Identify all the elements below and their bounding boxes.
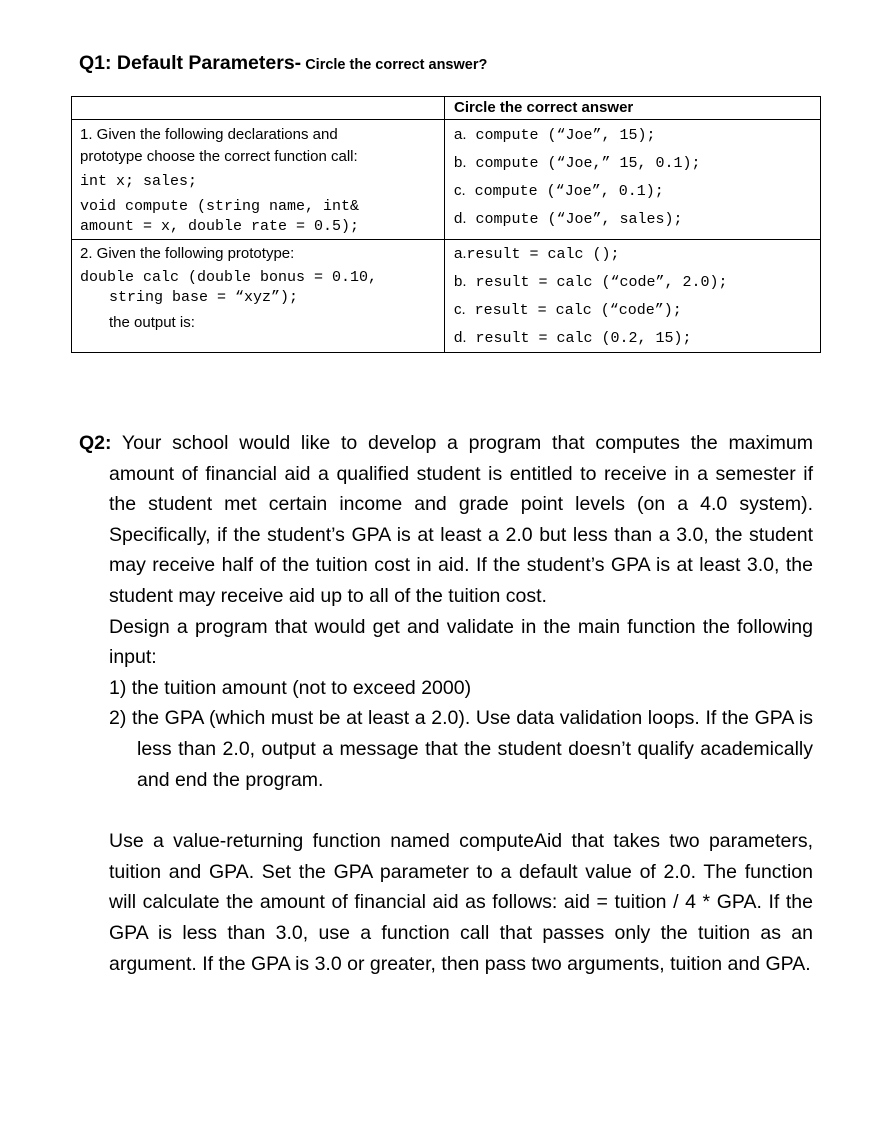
question-2-output-line: the output is: <box>109 314 195 331</box>
paragraph-gap <box>79 795 813 826</box>
option-letter: a. <box>454 126 467 143</box>
option-d[interactable] <box>454 324 816 352</box>
option-letter: a. <box>454 245 467 262</box>
option-a[interactable] <box>454 121 816 149</box>
question-1-cell <box>72 120 445 240</box>
option-code: compute (“Joe”, 15); <box>466 127 656 144</box>
option-code: compute (“Joe”, 0.1); <box>465 183 664 200</box>
question-1-options-cell <box>445 120 821 240</box>
option-letter: b. <box>454 273 467 290</box>
option-code: compute (“Joe,” 15, 0.1); <box>466 155 701 172</box>
q1-table <box>71 96 821 353</box>
question-2-code-line1: double calc (double bonus = 0.10, <box>80 269 378 286</box>
question-2-options-cell <box>445 240 821 353</box>
option-code: result = calc (“code”); <box>465 302 682 319</box>
option-c[interactable] <box>454 296 816 324</box>
option-letter: d. <box>454 329 467 346</box>
q2-design-paragraph: Design a program that would get and validate in the main function the following input: <box>109 615 813 669</box>
question-2-prompt-line1: 2. Given the following prototype: <box>80 245 295 262</box>
question-1-code-line2: void compute (string name, int& <box>80 198 360 215</box>
option-d[interactable] <box>454 205 816 233</box>
table-header-row <box>72 97 821 120</box>
option-code: result = calc (“code”, 2.0); <box>466 274 728 291</box>
q2-label: Q2: <box>79 432 112 454</box>
q2-item-2: 2) the GPA (which must be at least a 2.0). Use data validation loops. If the GPA is less than 2.0, output a message that the student doesn’t qualify academically and end the program. <box>109 707 813 791</box>
option-letter: c. <box>454 301 466 318</box>
table-row <box>72 240 821 353</box>
table-row <box>72 120 821 240</box>
question-1-prompt-line2: prototype choose the correct function call: <box>80 148 358 165</box>
question-2-code-line2: string base = “xyz”); <box>109 289 299 306</box>
q1-heading-main: Q1: Default Parameters- <box>79 52 302 74</box>
option-letter: c. <box>454 182 466 199</box>
table-header-cell: Circle the correct answer <box>445 97 821 120</box>
q2-function-paragraph: Use a value-returning function named computeAid that takes two parameters, tuition and GPA. Set the GPA parameter to a default value of 2.0. The function will calculate the amount of financial aid as follows: aid = tuition / 4 * GPA. If the GPA is less than 3.0, use a function call that passes only the tuition as an argument. If the GPA is 3.0 or greater, then pass two arguments, tuition and GPA. <box>109 830 813 975</box>
option-letter: d. <box>454 210 467 227</box>
q2-intro-text: Your school would like to develop a program that computes the maximum amount of financial aid a qualified student is entitled to receive in a semester if the student met certain income and grade point levels (on a 4.0 system). Specifically, if the student’s GPA is at least a 2.0 but less than a 3.0, the student may receive half of the tuition cost in aid. If the student’s GPA is at least 3.0, the student may receive aid up to all of the tuition cost. <box>109 432 813 607</box>
option-letter: b. <box>454 154 467 171</box>
option-code: result = calc (0.2, 15); <box>466 330 692 347</box>
q2-item-1: 1) the tuition amount (not to exceed 2000) <box>109 676 472 699</box>
q1-heading-sub: Circle the correct answer? <box>301 57 488 73</box>
q1-heading <box>79 52 487 75</box>
option-b[interactable] <box>454 268 816 296</box>
option-c[interactable] <box>454 177 816 205</box>
option-code: result = calc (); <box>466 246 620 263</box>
question-2-cell <box>72 240 445 353</box>
option-b[interactable] <box>454 149 816 177</box>
question-1-prompt-line1: 1. Given the following declarations and <box>80 126 338 143</box>
q2-section <box>79 428 813 979</box>
q2-intro-paragraph <box>79 428 813 612</box>
option-code: compute (“Joe”, sales); <box>466 211 683 228</box>
option-a[interactable] <box>454 240 816 268</box>
question-1-code-line1: int x; sales; <box>80 173 198 190</box>
question-1-code-line3: amount = x, double rate = 0.5); <box>80 218 360 235</box>
table-header-empty-cell <box>72 97 445 120</box>
